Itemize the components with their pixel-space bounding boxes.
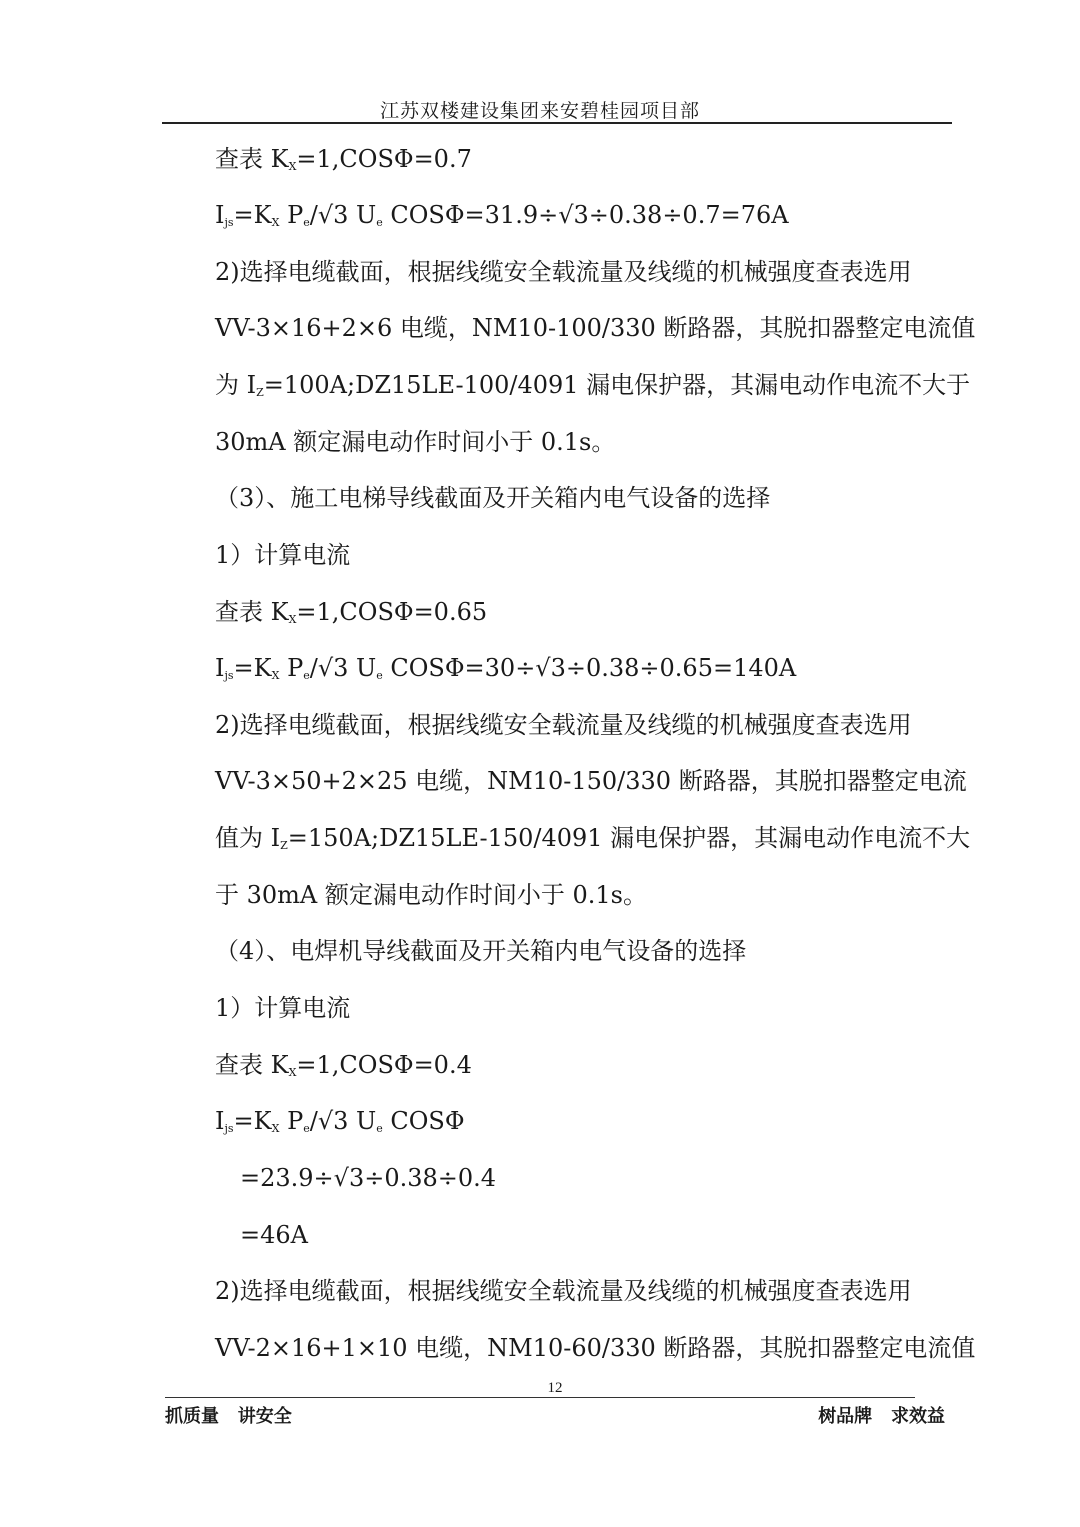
body-line-16: 1）计算电流 bbox=[215, 994, 351, 1022]
body-line-5: 为 $I_Z=100A;DZ15LE-100/4091$ 漏电保护器，其漏电动作电流不大于 bbox=[215, 371, 971, 399]
body-line-11: 2)选择电缆截面，根据线缆安全载流量及线缆的机械强度查表选用 bbox=[215, 711, 912, 739]
body-line-4: VV-3×16+2×6 电缆，NM10-100/330 断路器，其脱扣器整定电流值 bbox=[215, 314, 976, 342]
body-line-18: $I_{js}=K_X$ $P_e/√3$ $U_e$ COSΦ bbox=[215, 1107, 465, 1135]
body-line-10: $I_{js}=K_X$ $P_e/√3$ $U_e$ COSΦ=30÷√3÷0.38÷0.65=140A bbox=[215, 654, 797, 682]
body-line-22: VV-2×16+1×10 电缆，NM10-60/330 断路器，其脱扣器整定电流值 bbox=[215, 1334, 976, 1362]
body-line-20: =46A bbox=[240, 1221, 308, 1249]
footer-slogan-left: 抓质量 讲安全 bbox=[165, 1406, 292, 1427]
body-line-14: 于 30mA 额定漏电动作时间小于 0.1s。 bbox=[215, 881, 647, 909]
body-line-12: VV-3×50+2×25 电缆，NM10-150/330 断路器，其脱扣器整定电流 bbox=[215, 767, 967, 795]
body-line-8: 1）计算电流 bbox=[215, 541, 351, 569]
body-line-17: 查表 $K_X=1,COS\Phi=0.4$ bbox=[215, 1051, 472, 1079]
body-line-21: 2)选择电缆截面，根据线缆安全载流量及线缆的机械强度查表选用 bbox=[215, 1277, 912, 1305]
body-line-9: 查表 $K_X=1,COS\Phi=0.65$ bbox=[215, 598, 488, 626]
footer-slogan-right: 树品牌 求效益 bbox=[818, 1406, 945, 1427]
footer-rule bbox=[165, 1397, 915, 1398]
page-number: 12 bbox=[547, 1380, 563, 1396]
body-line-3: 2)选择电缆截面，根据线缆安全载流量及线缆的机械强度查表选用 bbox=[215, 258, 912, 286]
header-rule bbox=[162, 122, 952, 124]
body-line-6: 30mA 额定漏电动作时间小于 0.1s。 bbox=[215, 428, 616, 456]
body-line-15: （4）、电焊机导线截面及开关箱内电气设备的选择 bbox=[215, 937, 747, 965]
page-header-title: 江苏双楼建设集团来安碧桂园项目部 bbox=[379, 100, 700, 122]
body-line-2: $I_{js}=K_X$ $P_e/√3$ $U_e$ COSΦ=31.9÷√3÷0.38÷0.7=76A bbox=[215, 201, 789, 229]
body-line-7: （3）、施工电梯导线截面及开关箱内电气设备的选择 bbox=[215, 484, 771, 512]
body-line-13: 值为 $I_Z=150A;DZ15LE-150/4091$ 漏电保护器，其漏电动作电流不大 bbox=[215, 824, 971, 852]
body-line-19: =23.9÷√3÷0.38÷0.4 bbox=[240, 1164, 497, 1192]
body-line-1: 查表 $K_X=1,COS\Phi=0.7$ bbox=[215, 145, 472, 173]
